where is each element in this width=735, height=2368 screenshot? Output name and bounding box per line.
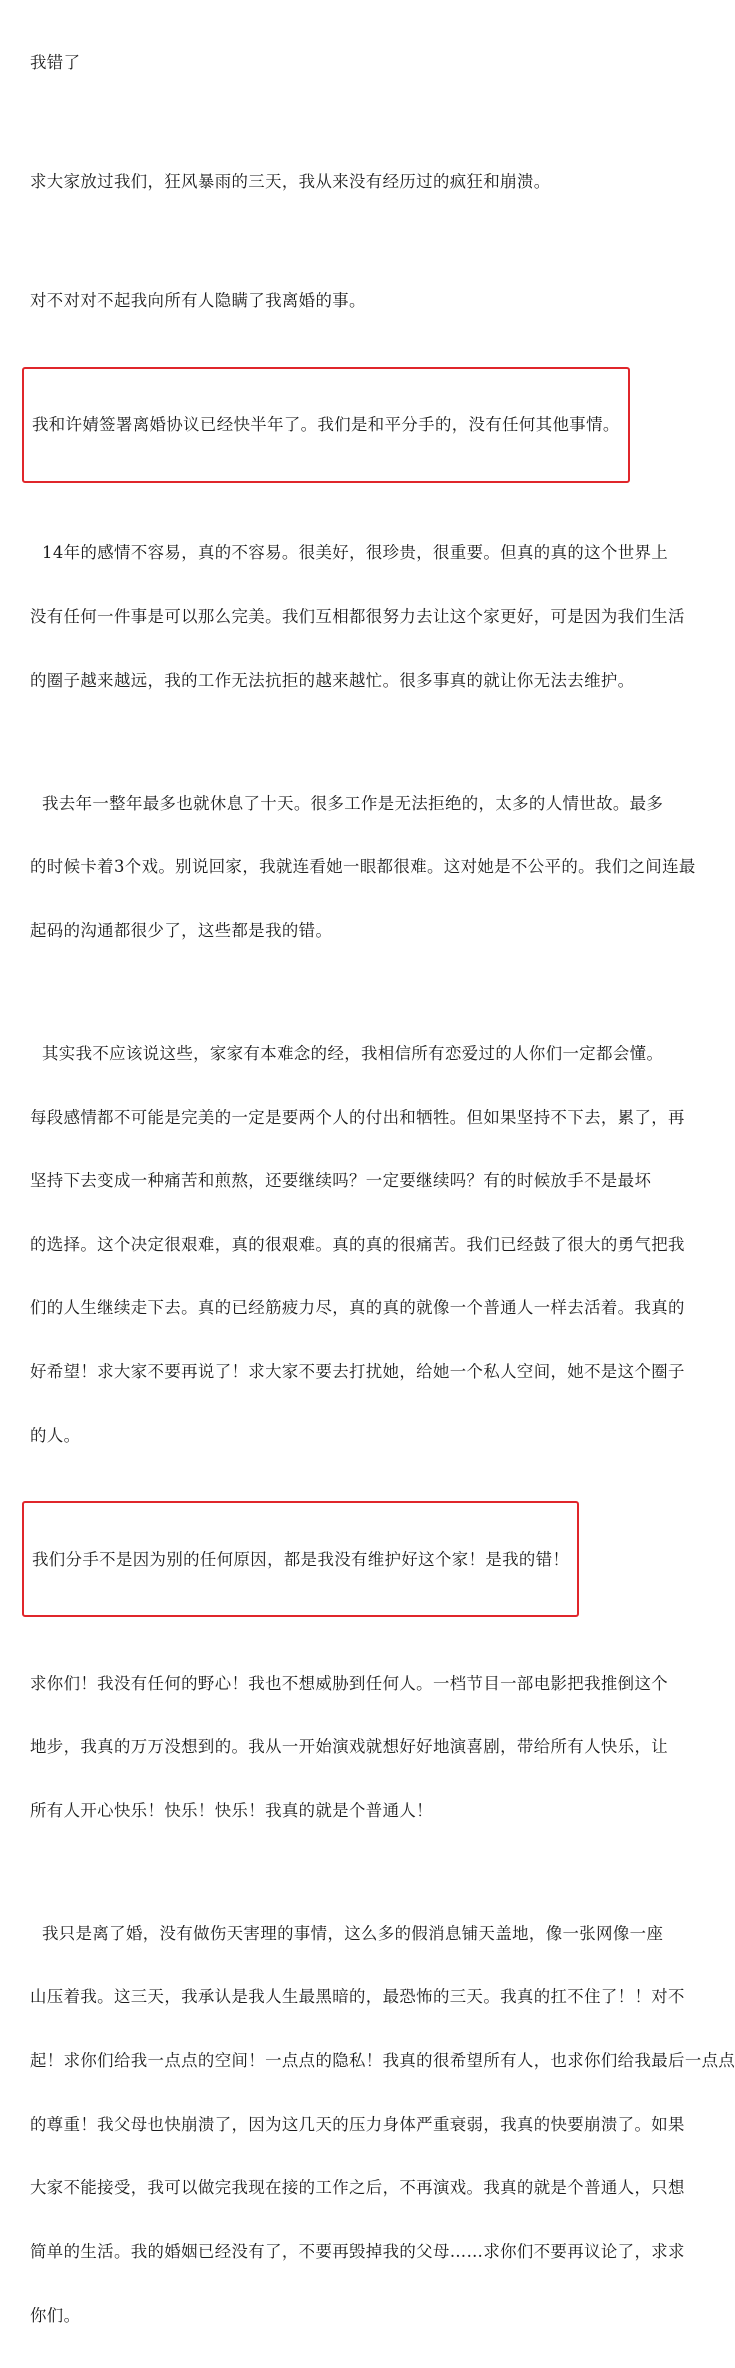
text-line: 的选择。这个决定很艰难，真的很艰难。真的真的很痛苦。我们已经鼓了很大的勇气把我	[30, 1234, 685, 1254]
highlighted-statement	[32, 372, 620, 478]
text-line: 求大家放过我们，狂风暴雨的三天，我从来没有经历过的疯狂和崩溃。	[30, 172, 551, 192]
text-line: 地步，我真的万万没想到的。我从一开始演戏就想好好地演喜剧，带给所有人快乐，让	[30, 1737, 669, 1757]
text-line: 我们分手不是因为别的任何原因，都是我没有维护好这个家！是我的错！	[32, 1549, 570, 1569]
letter-paragraph-ambition	[30, 1630, 669, 1863]
text-line: 求你们！我没有任何的野心！我也不想威胁到任何人。一档节目一部电影把我推倒这个	[30, 1673, 669, 1693]
text-line: 坚持下去变成一种痛苦和煎熬，还要继续吗？一定要继续吗？有的时候放手不是最坏	[30, 1171, 652, 1191]
text-line: 每段感情都不可能是完美的一定是要两个人的付出和牺牲。但如果坚持不下去，累了，再	[30, 1107, 685, 1127]
letter-paragraph-request	[30, 1880, 735, 2368]
letter-opening	[30, 10, 642, 116]
text-line: 对不对对不起我向所有人隐瞒了我离婚的事。	[30, 291, 366, 311]
letter-paragraph-work	[30, 750, 696, 983]
text-line: 大家不能接受，我可以做完我现在接的工作之后，不再演戏。我真的就是个普通人，只想	[30, 2178, 685, 2198]
text-line: 的圈子越来越远，我的工作无法抗拒的越来越忙。很多事真的就让你无法去维护。	[30, 670, 635, 690]
text-line: 没有任何一件事是可以那么完美。我们互相都很努力去让这个家更好，可是因为我们生活	[30, 607, 685, 627]
text-line: 你们。	[30, 2305, 81, 2325]
text-line: 我错了	[30, 53, 81, 73]
letter-paragraph-choice	[30, 1001, 685, 1489]
text-line: 我去年一整年最多也就休息了十天。很多工作是无法拒绝的，太多的人情世故。最多	[42, 793, 664, 813]
text-line: 简单的生活。我的婚姻已经没有了，不要再毁掉我的父母……求你们不要再议论了，求求	[30, 2241, 685, 2261]
text-line: 我和许婧签署离婚协议已经快半年了。我们是和平分手的，没有任何其他事情。	[32, 415, 620, 435]
text-line: 的人。	[30, 1425, 81, 1445]
text-line: 的时候卡着3个戏。别说回家，我就连看她一眼都很难。这对她是不公平的。我们之间连最	[30, 857, 696, 877]
text-line: 的尊重！我父母也快崩溃了，因为这几天的压力身体严重衰弱，我真的快要崩溃了。如果	[30, 2114, 685, 2134]
text-line: 我只是离了婚，没有做伤天害理的事情，这么多的假消息铺天盖地，像一张网像一座	[42, 1923, 664, 1943]
letter-plea	[30, 129, 642, 235]
highlighted-statement	[32, 1506, 569, 1612]
text-line: 14年的感情不容易，真的不容易。很美好，很珍贵，很重要。但真的真的这个世界上	[42, 543, 669, 563]
text-line: 所有人开心快乐！快乐！快乐！我真的就是个普通人！	[30, 1800, 433, 1820]
text-line: 其实我不应该说这些，家家有本难念的经，我相信所有恋爱过的人你们一定都会懂。	[42, 1043, 664, 1063]
letter-apology	[30, 248, 642, 354]
letter-paragraph-relationship	[30, 500, 685, 733]
text-line: 好希望！求大家不要再说了！求大家不要去打扰她，给她一个私人空间，她不是这个圈子	[30, 1361, 685, 1381]
highlight-box-divorce	[22, 367, 630, 483]
highlight-box-fault	[22, 1501, 579, 1617]
text-line: 起！求你们给我一点点的空间！一点点的隐私！我真的很希望所有人，也求你们给我最后一点点	[30, 2051, 735, 2071]
text-line: 们的人生继续走下去。真的已经筋疲力尽，真的真的就像一个普通人一样去活着。我真的	[30, 1298, 685, 1318]
text-line: 起码的沟通都很少了，这些都是我的错。	[30, 920, 333, 940]
text-line: 山压着我。这三天，我承认是我人生最黑暗的，最恐怖的三天。我真的扛不住了！！对不	[30, 1987, 685, 2007]
